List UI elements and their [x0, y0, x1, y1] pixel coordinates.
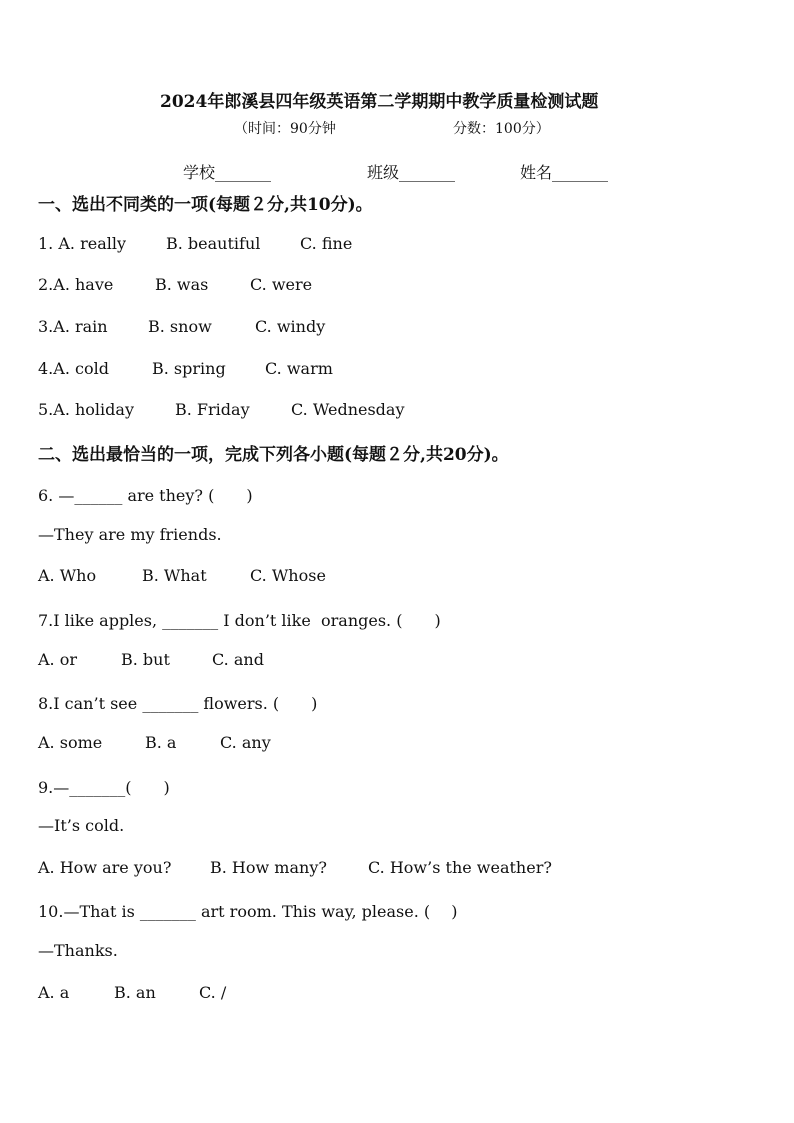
- q8-question: 8.I can’t see _______ flowers. ( ): [38, 694, 318, 713]
- q2-option-b: B. was: [155, 275, 209, 294]
- q2-option-c: C. were: [250, 275, 313, 294]
- q6-option-b: B. What: [142, 566, 207, 585]
- q3-option-a: 3.A. rain: [38, 317, 108, 336]
- school-field: 学校_______: [183, 163, 272, 182]
- q7-question: 7.I like apples, _______ I don’t like oranges. ( ): [38, 611, 441, 630]
- class-field: 班级_______: [367, 163, 456, 182]
- q2-option-a: 2.A. have: [38, 275, 114, 294]
- q9-question: 9.—_______( ): [38, 778, 170, 797]
- q3-option-b: B. snow: [148, 317, 212, 336]
- name-field: 姓名_______: [520, 163, 609, 182]
- time-limit: （时间：90分钟: [234, 121, 336, 137]
- q6-option-c: C. Whose: [250, 566, 326, 585]
- q10-option-a: A. a: [38, 983, 70, 1002]
- q3-option-c: C. windy: [255, 317, 326, 336]
- q6-question: 6. —______ are they? ( ): [38, 486, 253, 505]
- q8-option-a: A. some: [38, 733, 103, 752]
- q4-option-a: 4.A. cold: [38, 359, 109, 378]
- q8-option-b: B. a: [145, 733, 177, 752]
- q9-option-a: A. How are you?: [38, 858, 172, 877]
- q1-option-b: B. beautiful: [166, 234, 261, 253]
- q9-option-b: B. How many?: [210, 858, 327, 877]
- q7-option-c: C. and: [212, 650, 264, 669]
- q4-option-c: C. warm: [265, 359, 333, 378]
- q1-option-a: 1. A. really: [38, 234, 127, 253]
- q5-option-c: C. Wednesday: [291, 400, 405, 419]
- q9-answer-line: —It’s cold.: [38, 816, 125, 835]
- q9-option-c: C. How’s the weather?: [368, 858, 552, 877]
- total-score: 分数：100分）: [453, 121, 550, 137]
- q7-option-b: B. but: [121, 650, 170, 669]
- q7-option-a: A. or: [38, 650, 78, 669]
- q5-option-a: 5.A. holiday: [38, 400, 134, 419]
- q6-option-a: A. Who: [38, 566, 97, 585]
- q5-option-b: B. Friday: [175, 400, 250, 419]
- q1-option-c: C. fine: [300, 234, 353, 253]
- q10-question: 10.—That is _______ art room. This way, please. ( ): [38, 902, 458, 921]
- q8-option-c: C. any: [220, 733, 271, 752]
- q10-answer-line: —Thanks.: [38, 941, 118, 960]
- section-2-heading: 二、选出最恰当的一项，完成下列各小题(每题２分,共20分)。: [38, 445, 509, 465]
- section-1-heading: 一、选出不同类的一项(每题２分,共10分)。: [38, 195, 373, 215]
- q10-option-c: C. /: [199, 983, 227, 1002]
- q10-option-b: B. an: [114, 983, 156, 1002]
- page-title: 2024年郎溪县四年级英语第二学期期中教学质量检测试题: [160, 92, 599, 112]
- q4-option-b: B. spring: [152, 359, 226, 378]
- q6-answer-line: —They are my friends.: [38, 525, 222, 544]
